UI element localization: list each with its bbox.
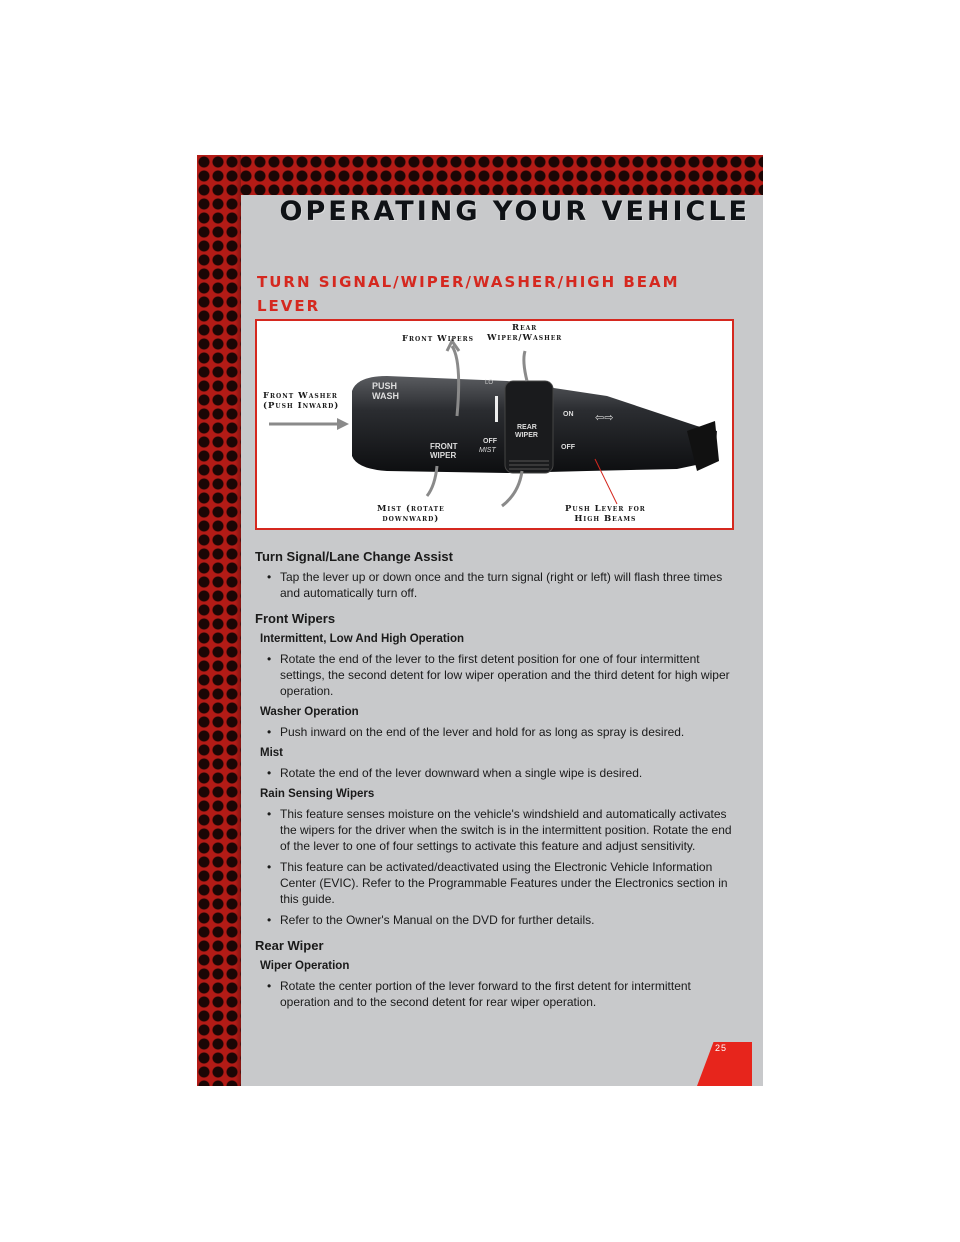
svg-text:WASH: WASH xyxy=(372,391,399,401)
turn-signal-title: Turn Signal/Lane Change Assist xyxy=(255,549,453,564)
callout-front-washer: Front Washer (Push Inward) xyxy=(263,391,340,411)
rear-wiper-label: REAR xyxy=(517,424,537,431)
callout-rear-wiper-washer: Rear Wiper/Washer xyxy=(487,323,563,343)
callout-front-wipers: Front Wipers xyxy=(402,334,474,344)
perforated-side-band xyxy=(197,155,241,1086)
rain-sensing-title: Rain Sensing Wipers xyxy=(260,788,375,800)
svg-text:WIPER: WIPER xyxy=(515,432,538,439)
callout-push-lever: Push Lever for High Beams xyxy=(565,504,646,524)
body-content xyxy=(255,547,735,1015)
intermittent-title: Intermittent, Low And High Operation xyxy=(260,633,465,645)
washer-title: Washer Operation xyxy=(260,706,359,718)
rain-sensing-bullet-1: • This feature senses moisture on the vehicle's windshield and automatically activates the wipers for the driver when the switch is in the intermittent position. Rotate the end of the lever to one of four settings to activate this feature and adjust sensitivity. xyxy=(255,806,735,854)
rear-wiper-rotate-arrow xyxy=(524,351,527,381)
wiper-operation-title: Wiper Operation xyxy=(260,960,350,972)
mist-title: Mist xyxy=(260,747,283,759)
section-title: OPERATING YOUR VEHICLE xyxy=(279,196,750,227)
rear-forward-arrow xyxy=(502,471,522,506)
svg-text:WIPER: WIPER xyxy=(430,451,457,460)
rain-sensing-bullet-2: • This feature can be activated/deactivated using the Electronic Vehicle Information Center (EVIC). Refer to the Programmable Features under the Electronics section in this guide. xyxy=(255,859,735,907)
callout-mist: Mist (rotate downward) xyxy=(377,504,445,524)
off-label: OFF xyxy=(561,444,575,451)
washer-bullet: • Push inward on the end of the lever and hold for as long as spray is desired. xyxy=(255,724,735,740)
hi-marker xyxy=(495,396,498,422)
off-mist-label: OFF xyxy=(483,438,497,445)
mist-bullet: • Rotate the end of the lever downward when a single wipe is desired. xyxy=(255,765,735,781)
rain-sensing-bullet-3: • Refer to the Owner's Manual on the DVD for further details. xyxy=(255,912,735,928)
svg-text:MIST: MIST xyxy=(479,447,496,454)
lever-illustration xyxy=(257,321,732,528)
turn-arrows-icon: ⇦⇨ xyxy=(595,411,614,424)
intermittent-bullet: • Rotate the end of the lever to the first detent position for one of four intermittent settings, the second detent for low wiper operation and the third detent for high wiper operation. xyxy=(255,651,735,699)
wiper-operation-bullet: • Rotate the center portion of the lever forward to the first detent for intermittent operation and to the second detent for rear wiper operation. xyxy=(255,978,735,1010)
turn-signal-bullet: • Tap the lever up or down once and the turn signal (right or left) will flash three times and automatically turn off. xyxy=(255,569,735,601)
push-wash-label: PUSH xyxy=(372,381,398,391)
page-number: 25 xyxy=(715,1043,728,1053)
lever-figure xyxy=(255,319,734,530)
perforated-header-band xyxy=(197,155,763,195)
rear-wiper-title: Rear Wiper xyxy=(255,938,324,953)
article-heading: TURN SIGNAL/WIPER/WASHER/HIGH BEAM LEVER xyxy=(257,273,680,315)
front-wiper-label: FRONT xyxy=(430,442,458,451)
front-wipers-title: Front Wipers xyxy=(255,611,336,626)
on-label: ON xyxy=(563,411,574,418)
lo-label: LO xyxy=(485,380,494,386)
